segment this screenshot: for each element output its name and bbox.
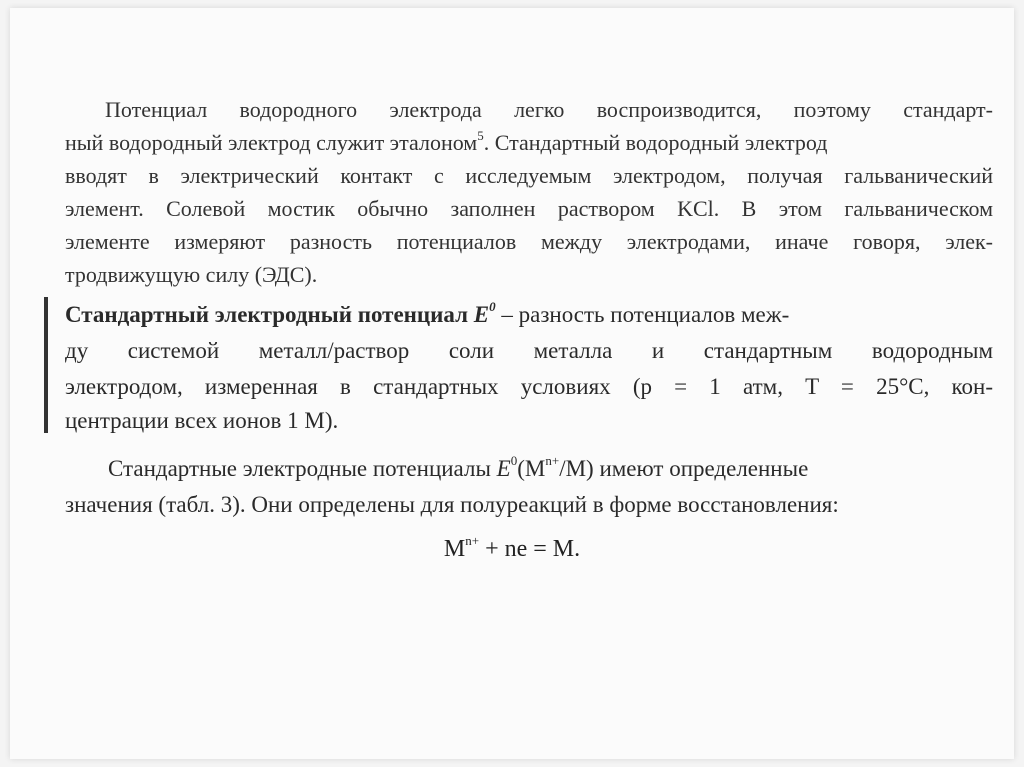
definition-line3: электродом, измеренная в стандартных условиях (p = 1 атм, T = 25°C, кон- <box>65 374 993 399</box>
paragraph1-line4: элемент. Солевой мостик обычно заполнен раствором KCl. В этом гальваническом <box>65 196 993 221</box>
paragraph2-line1: Стандартные электродные потенциалы $E^0(M^{n+}/M)$ имеют определенные <box>108 453 809 481</box>
paragraph1-line3: вводят в электрический контакт с исследуемым электродом, получая гальванический <box>65 163 993 188</box>
definition-line2: ду системой металл/раствор соли металла и стандартным водородным <box>65 338 993 363</box>
definition-bar <box>44 297 48 433</box>
definition-line4: центрации всех ионов 1 М). <box>65 408 339 433</box>
paragraph1-line5: элементе измеряют разность потенциалов между электродами, иначе говоря, элек- <box>65 229 993 254</box>
footnote-mark: 5 <box>477 127 484 143</box>
half-reaction-equation: $M^{n+}$ + ne = M. <box>443 533 581 562</box>
paragraph1-line1: Потенциал водородного электрода легко воспроизводится, поэтому стандарт- <box>105 97 993 122</box>
paragraph2-line2: значения (табл. 3). Они определены для полуреакций в форме восстановления: <box>65 492 839 517</box>
paragraph1-line6: тродвижущую силу (ЭДС). <box>65 262 318 287</box>
paragraph1-line2: ный водородный электрод служит эталоном$^5$. Стандартный водородный электрод <box>65 127 828 155</box>
definition-term: Стандартный электродный потенциал <box>65 302 469 327</box>
definition-line1: Стандартный электродный потенциал $E^0$ – разность потенциалов меж- <box>65 299 790 327</box>
